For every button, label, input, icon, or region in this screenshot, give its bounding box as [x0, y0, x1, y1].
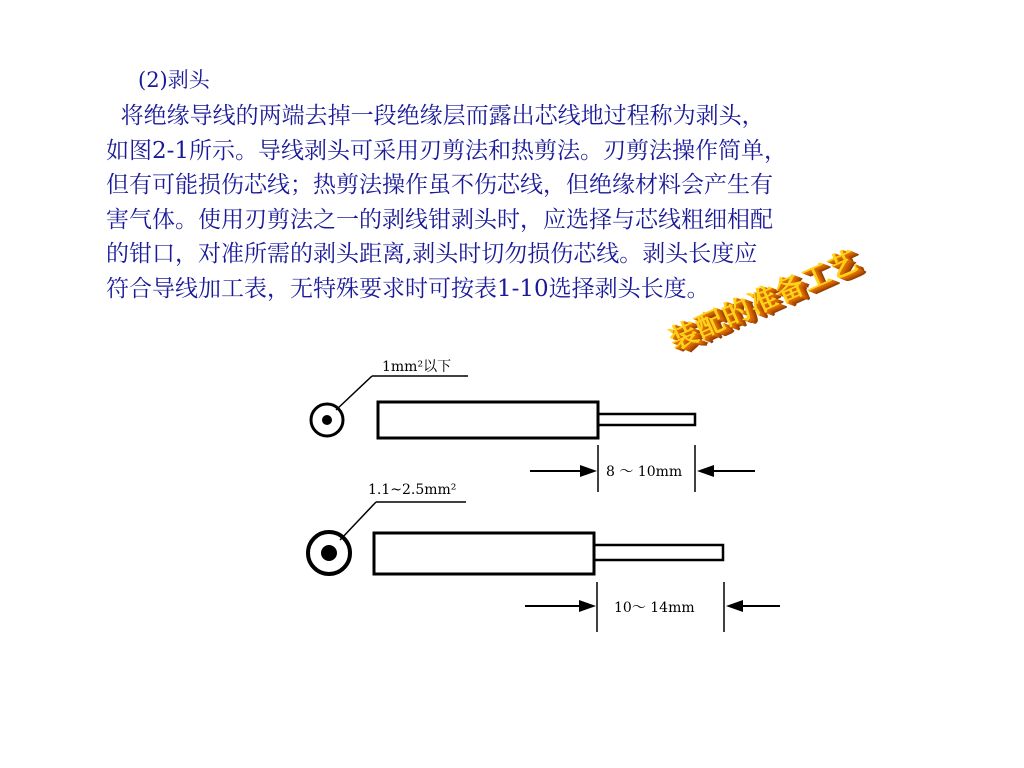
wire2-cross-section — [308, 532, 350, 574]
paragraph-line: 害气体。使用刃剪法之一的剥线钳剥头时，应选择与芯线粗细相配 — [106, 206, 773, 233]
wire1-insulation — [378, 402, 598, 438]
paragraph-line: 如图2-1所示。导线剥头可采用刃剪法和热剪法。刃剪法操作简单， — [106, 137, 788, 164]
wire1-leader-line — [336, 376, 372, 410]
section-heading: (2)剥头 — [138, 68, 210, 92]
wire2-leader-line — [340, 502, 376, 540]
slide-watermark: 装配的准备工艺 — [664, 243, 863, 357]
wire2-insulation — [374, 533, 594, 574]
paragraph-line: 但有可能损伤芯线；热剪法操作虽不伤芯线，但绝缘材料会产生有 — [106, 172, 773, 198]
wire1-gauge-label: 1mm²以下 — [382, 359, 452, 375]
paragraph-line: 将绝缘导线的两端去掉一段绝缘层而露出芯线地过程称为剥头， — [106, 103, 765, 129]
wire2-core — [594, 545, 723, 560]
wire1-core — [598, 414, 695, 425]
paragraph-line: 符合导线加工表，无特殊要求时可按表1-10选择剥头长度。 — [106, 275, 710, 302]
paragraph-line: 的钳口，对准所需的剥头距离,剥头时切勿损伤芯线。剥头长度应 — [106, 241, 758, 267]
wire2-gauge-label: 1.1~2.5mm² — [368, 482, 457, 498]
wire1-strip-length: 8 ～ 10mm — [606, 464, 683, 480]
wire2-strip-length: 10～ 14mm — [614, 600, 695, 616]
